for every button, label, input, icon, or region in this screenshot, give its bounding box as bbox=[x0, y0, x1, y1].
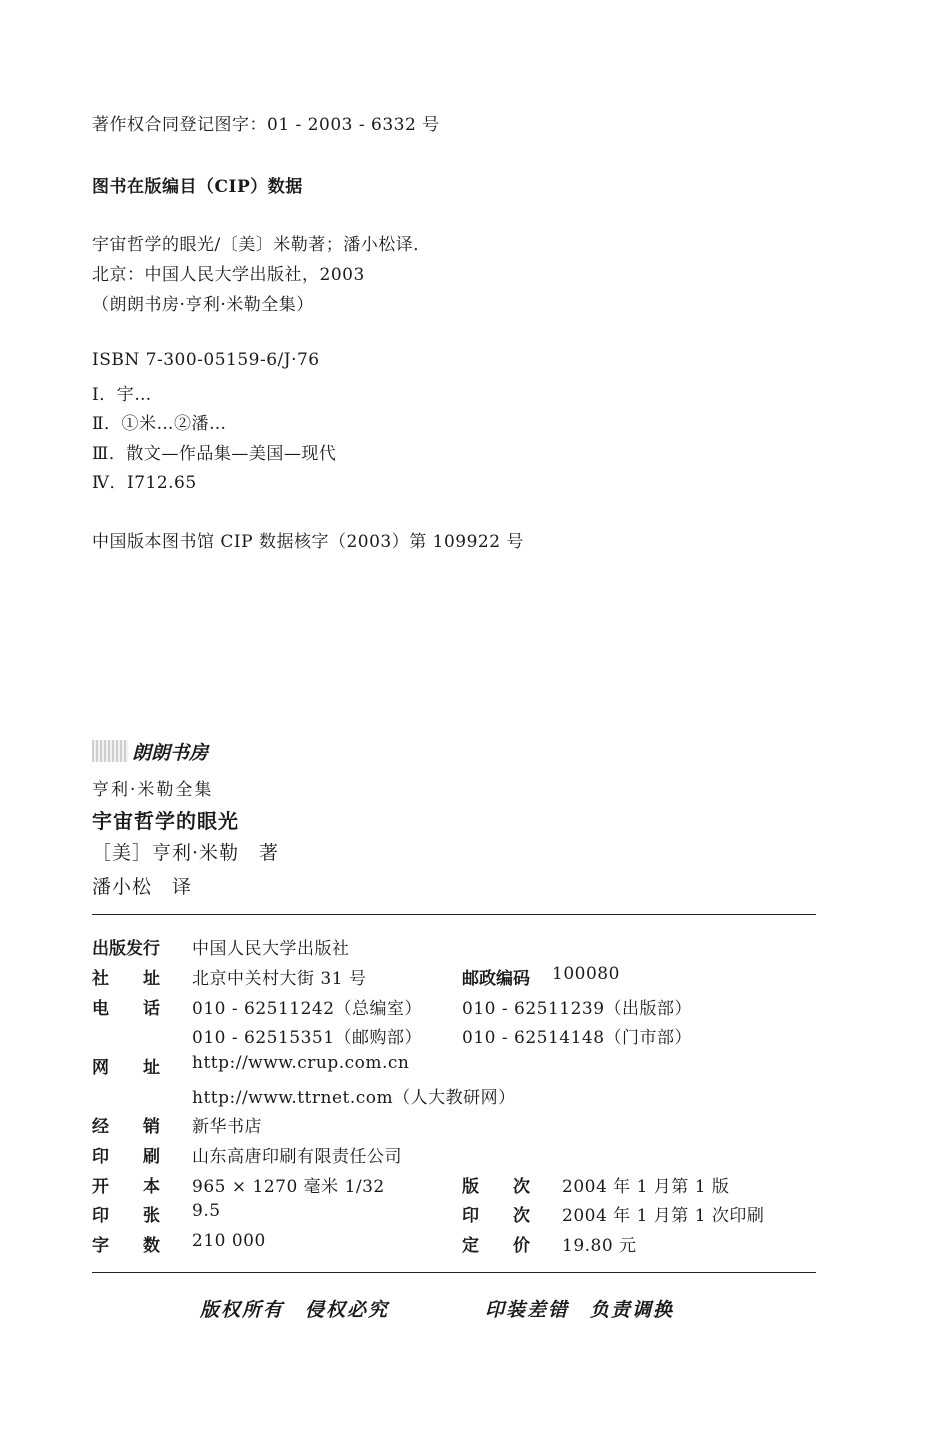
series-name: 亨利·米勒全集 bbox=[92, 780, 214, 800]
phone-retail: 010 - 62514148（门市部） bbox=[462, 1028, 693, 1048]
printing-value: 2004 年 1 月第 1 次印刷 bbox=[562, 1206, 765, 1226]
postcode-label: 邮政编码 bbox=[462, 969, 530, 989]
price-value: 19.80 元 bbox=[562, 1236, 637, 1256]
printer-label: 印 刷 bbox=[92, 1147, 160, 1167]
cip-heading: 图书在版编目（CIP）数据 bbox=[92, 177, 303, 197]
imprint-name: 朗朗书房 bbox=[132, 742, 209, 764]
cip-line-3: （朗朗书房·亨利·米勒全集） bbox=[92, 295, 314, 315]
printing-label: 印 次 bbox=[462, 1206, 530, 1226]
class-iv: Ⅳ．I712.65 bbox=[92, 473, 197, 493]
postcode-value: 100080 bbox=[552, 964, 620, 984]
isbn: ISBN 7-300-05159-6/J·76 bbox=[92, 350, 320, 370]
phone-editorial: 010 - 62511242（总编室） bbox=[192, 999, 423, 1019]
book-translator: 潘小松 译 bbox=[92, 876, 193, 898]
distributor-value: 新华书店 bbox=[192, 1117, 262, 1137]
printer-value: 山东高唐印刷有限责任公司 bbox=[192, 1147, 402, 1167]
cip-line-2: 北京：中国人民大学出版社，2003 bbox=[92, 265, 365, 285]
divider-top bbox=[92, 914, 816, 915]
edition-label: 版 次 bbox=[462, 1177, 530, 1197]
edition-value: 2004 年 1 月第 1 版 bbox=[562, 1177, 730, 1197]
wordcount-label: 字 数 bbox=[92, 1236, 160, 1256]
phone-mailorder: 010 - 62515351（邮购部） bbox=[192, 1028, 423, 1048]
phone-publishing: 010 - 62511239（出版部） bbox=[462, 999, 693, 1019]
wordcount-value: 210 000 bbox=[192, 1231, 266, 1251]
sheets-value: 9.5 bbox=[192, 1201, 221, 1221]
website-label: 网 址 bbox=[92, 1058, 160, 1078]
footer-defect-notice: 印装差错 负责调换 bbox=[485, 1299, 675, 1321]
imprint-logo bbox=[92, 740, 128, 762]
format-label: 开 本 bbox=[92, 1177, 160, 1197]
address-label: 社 址 bbox=[92, 969, 160, 989]
distributor-label: 经 销 bbox=[92, 1117, 160, 1137]
price-label: 定 价 bbox=[462, 1236, 530, 1256]
class-i: Ⅰ．宇… bbox=[92, 385, 152, 405]
publisher-label: 出版发行 bbox=[92, 939, 160, 959]
book-author: ［美］亨利·米勒 著 bbox=[92, 842, 280, 864]
class-iii: Ⅲ．散文—作品集—美国—现代 bbox=[92, 444, 337, 464]
footer-rights-notice: 版权所有 侵权必究 bbox=[200, 1299, 390, 1321]
website-2: http://www.ttrnet.com（人大教研网） bbox=[192, 1088, 516, 1108]
sheets-label: 印 张 bbox=[92, 1206, 160, 1226]
class-ii: Ⅱ．①米…②潘… bbox=[92, 414, 227, 434]
address-value: 北京中关村大街 31 号 bbox=[192, 969, 367, 989]
copyright-registration: 著作权合同登记图字：01 - 2003 - 6332 号 bbox=[92, 115, 440, 135]
cip-record-number: 中国版本图书馆 CIP 数据核字（2003）第 109922 号 bbox=[92, 532, 524, 552]
website-1: http://www.crup.com.cn bbox=[192, 1053, 410, 1073]
publisher-value: 中国人民大学出版社 bbox=[192, 939, 350, 959]
cip-line-1: 宇宙哲学的眼光/〔美〕米勒著；潘小松译． bbox=[92, 235, 431, 255]
divider-bottom bbox=[92, 1272, 816, 1273]
book-title: 宇宙哲学的眼光 bbox=[92, 809, 239, 833]
format-value: 965 × 1270 毫米 1/32 bbox=[192, 1177, 385, 1197]
phone-label: 电 话 bbox=[92, 999, 160, 1019]
